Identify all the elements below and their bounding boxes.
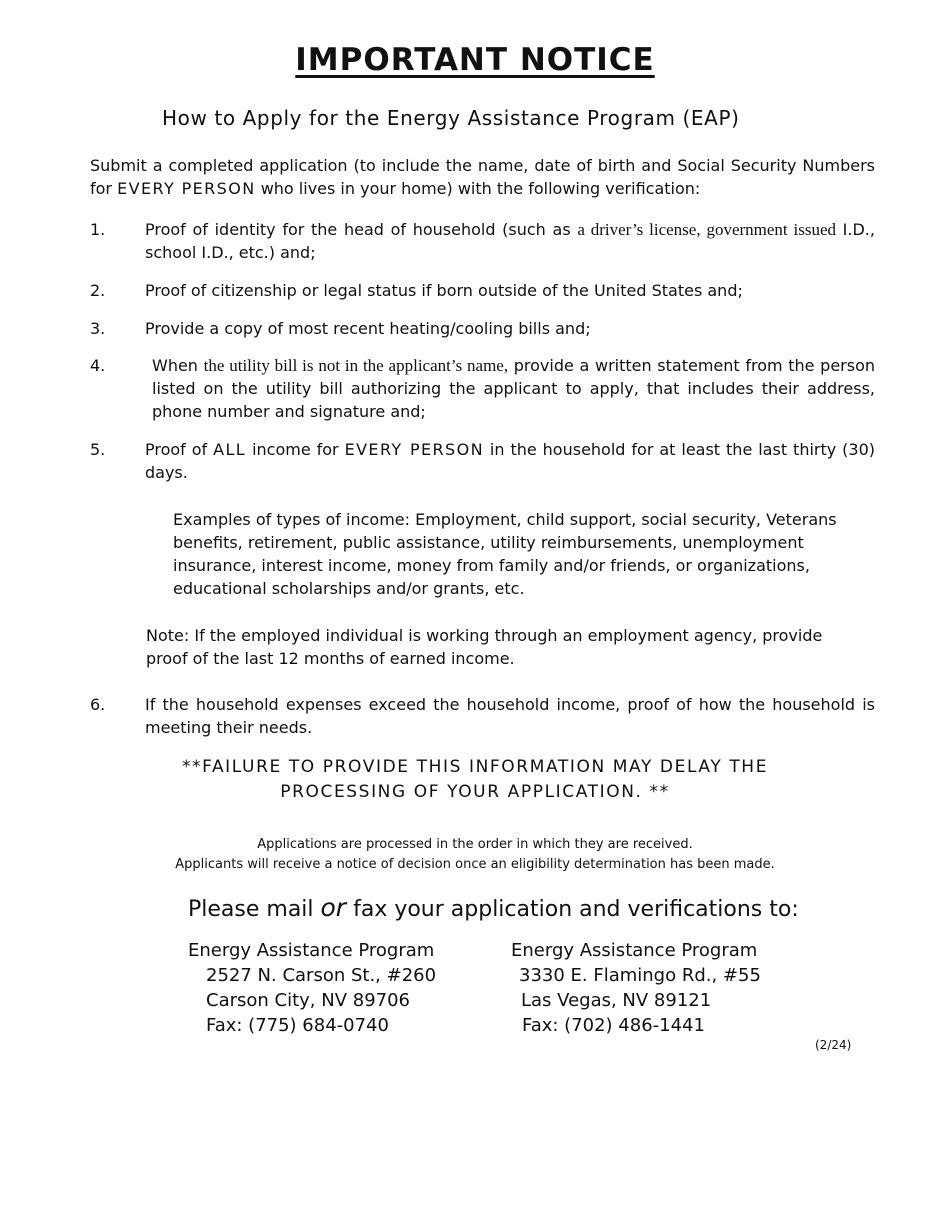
page-title: IMPORTANT NOTICE [295, 42, 655, 78]
employment-agency-note: Note: If the employed individual is working through an employment agency, provide proof of the last 12 months of earned income. [146, 626, 823, 668]
processing-info: Applications are processed in the order in which they are received. Applicants will receive a notice of decision once an eligibility determination has been made. [175, 837, 775, 872]
income-examples: Examples of types of income: Employment, child support, social security, Veterans benefits, retirement, public assistance, utility reimbursements, unemployment insurance, interest income, money from family and/or friends, or organizations, educational scholarships and/or grants, etc. [173, 510, 837, 598]
failure-warning: **FAILURE TO PROVIDE THIS INFORMATION MAY DELAY THE PROCESSING OF YOUR APPLICATION. ** [181, 757, 769, 802]
revision-date: (2/24) [815, 1038, 852, 1052]
intro-paragraph: Submit a completed application (to include the name, date of birth and Social Security Numbers for EVERY PERSON who lives in your home) with the following verification: [90, 156, 875, 198]
office-address-carson-city: Energy Assistance Program 2527 N. Carson St., #260 Carson City, NV 89706 Fax: (775) 684-0740 [188, 940, 437, 1036]
notice-page: IMPORTANT NOTICE How to Apply for the Energy Assistance Program (EAP) Submit a completed application (to include the name, date of birth and Social Security Numbers for EVERY PERSON who lives in your home) with the following verification: 1. Proof of identity for the head of household (such as a driver’s license, government issued I.D., school I.D., etc.) and; 2. Proof of citizenship or legal status if born outside of the United States and; 3. Provide a copy of most recent heating/cooling bills and; 4. When the utility bill is not in the applicant’s name, provide a written statement from the person listed on the utility bill authorizing the applicant to apply, that includes their address, phone number and signature and; 5. Proof of ALL income for EVERY PERSON in the household for at least the last thirty (30) days. Examples of types of income: Employment, child support, social security, Veterans benefits, retirement, public assistance, utility reimbursements, unemployment insurance, interest income, money from family and/or friends, or organizations, educational scholarships and/or grants, etc. Note: If the employed individual is working through an employment agency, provide proof of the last 12 months of earned income. 6. If the household expenses exceed the household income, proof of how the household is meeting their needs. **FAILURE TO PROVIDE THIS INFORMATION MAY DELAY THE PROCESSING OF YOUR APPLICATION. ** Applications are processed in the order in which they are received. Applicants will receive a notice of decision once an eligibility determination has been made. Please mail or fax your application and verifications to: Energy Assistance Program 2527 N. Carson St., #260 Carson City, NV 89706 Fax: (775) 684-0740 Energy Assistance Program 3330 E. Flamingo Rd., #55 Las Vegas, NV 89121 Fax: (702) 486-1441 (2/24) [0, 0, 950, 1230]
mail-instructions: Please mail or fax your application and verifications to: [188, 893, 799, 922]
page-subtitle: How to Apply for the Energy Assistance Program (EAP) [162, 106, 740, 130]
office-address-las-vegas: Energy Assistance Program 3330 E. Flamingo Rd., #55 Las Vegas, NV 89121 Fax: (702) 486-1441 [511, 940, 761, 1036]
